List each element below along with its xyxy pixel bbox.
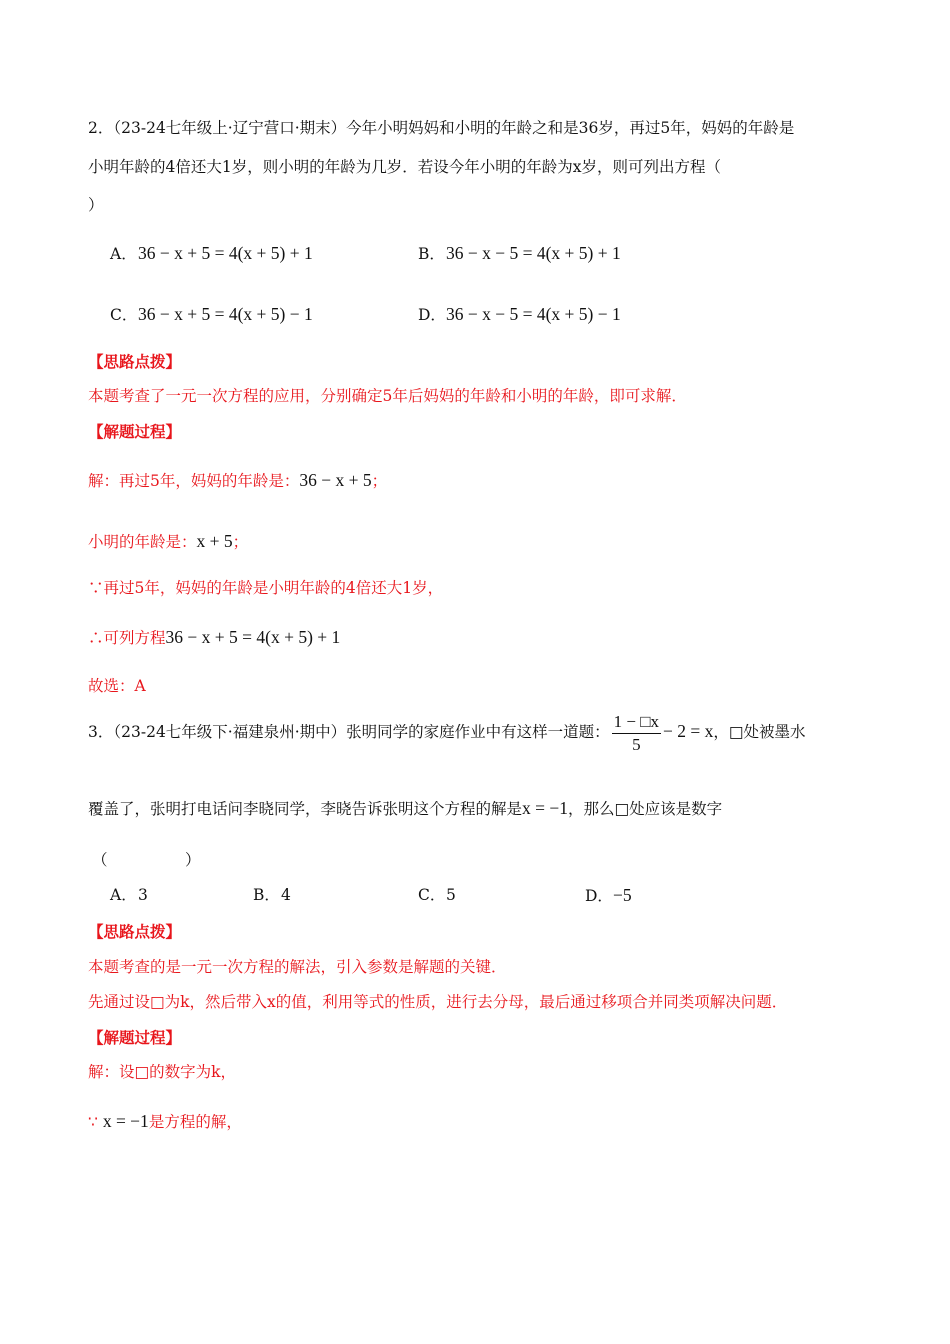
q2-stem-line2: 小明年龄的4倍还大1岁，则小明的年龄为几岁．若设今年小明的年龄为x岁，则可列出方程（: [88, 158, 721, 176]
q3-option-c: C．5: [418, 886, 456, 904]
q3-fraction: [612, 712, 661, 755]
q3-option-a: A．3: [110, 886, 148, 904]
q2-answer: 故选：A: [88, 677, 146, 695]
q3-stem-line2: 覆盖了，张明打电话问李晓同学，李晓告诉张明这个方程的解是x = −1，那么□处应该是数字: [88, 798, 723, 818]
q3-option-d: D．−5: [585, 885, 632, 905]
q2-option-d: D．36 − x − 5 = 4(x + 5) − 1: [418, 304, 621, 324]
q2-solution-step3: ∵再过5年，妈妈的年龄是小明年龄的4倍还大1岁，: [88, 579, 444, 597]
q3-hint-text2: 先通过设□为k，然后带入x的值，利用等式的性质，进行去分母，最后通过移项合并同类项解决问题．: [88, 993, 788, 1011]
q2-solution-step1: 解：再过5年，妈妈的年龄是：36 − x + 5；: [88, 470, 388, 490]
q3-solution-step2: ∵ x = −1是方程的解，: [88, 1111, 242, 1131]
q2-option-c: C．36 − x + 5 = 4(x + 5) − 1: [110, 304, 313, 324]
q2-option-b: B．36 − x − 5 = 4(x + 5) + 1: [418, 243, 621, 263]
q3-solution-step1: 解：设□的数字为k，: [88, 1063, 237, 1081]
q2-number: 2．: [88, 119, 114, 137]
q2-stem-line1: 2．（23-24七年级上·辽宁营口·期末）今年小明妈妈和小明的年龄之和是36岁，再过5年，妈妈的年龄是: [88, 119, 795, 137]
q2-solution-step4: ∴可列方程36 − x + 5 = 4(x + 5) + 1: [88, 627, 341, 647]
q2-solution-step2: 小明的年龄是：x + 5；: [88, 531, 249, 551]
q3-fraction-denominator: 5: [632, 734, 641, 754]
q2-hint-text: 本题考查了一元一次方程的应用，分别确定5年后妈妈的年龄和小明的年龄，即可求解．: [88, 387, 687, 405]
q2-solution-title: 【解题过程】: [88, 422, 182, 441]
q3-number: 3．: [88, 723, 114, 741]
q3-hint-title: 【思路点拨】: [88, 922, 182, 941]
q3-fraction-numerator: 1 − □x: [612, 712, 661, 734]
q2-option-a: A．36 − x + 5 = 4(x + 5) + 1: [110, 243, 313, 263]
q3-stem-line1: 3．（23-24七年级下·福建泉州·期中）张明同学的家庭作业中有这样一道题： $\frac{1 - □x}{5}$ − 2 = x，□处被墨水: [88, 711, 806, 754]
q2-hint-title: 【思路点拨】: [88, 352, 182, 371]
q2-stem-line3: ）: [88, 196, 104, 214]
q3-stem-line3: （ ）: [92, 851, 201, 869]
q3-option-b: B．4: [253, 886, 291, 904]
q3-solution-title: 【解题过程】: [88, 1028, 182, 1047]
q3-hint-text1: 本题考查的是一元一次方程的解法，引入参数是解题的关键．: [88, 958, 507, 976]
